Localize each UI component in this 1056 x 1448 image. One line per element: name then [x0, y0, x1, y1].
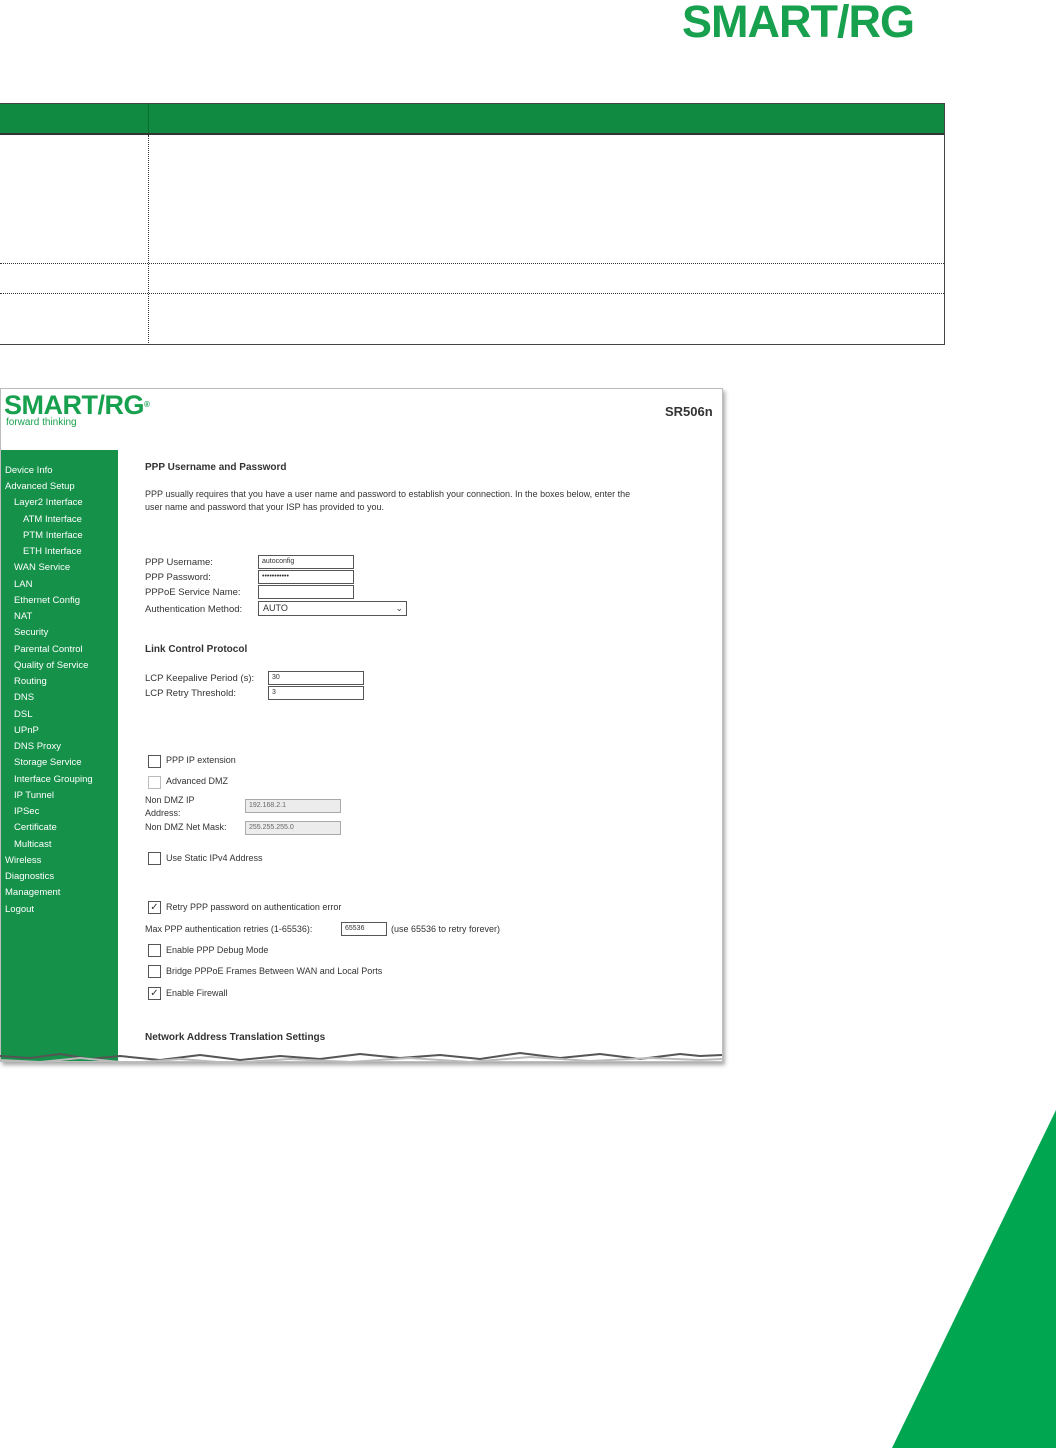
authentication-method-label: Authentication Method: — [145, 604, 243, 615]
sidebar-item-routing[interactable]: Routing — [14, 676, 47, 687]
sidebar-item-quality-of-service[interactable]: Quality of Service — [14, 660, 89, 671]
router-ui-screenshot — [0, 388, 723, 1062]
non-dmz-ip-input[interactable]: 192.168.2.1 — [245, 799, 341, 813]
sidebar-item-lan[interactable]: LAN — [14, 579, 33, 590]
sidebar-item-management[interactable]: Management — [5, 887, 61, 898]
ppp-password-label: PPP Password: — [145, 572, 211, 583]
ppp-description-line1: PPP usually requires that you have a user name and password to establish your connection. In the boxes below, enter the — [145, 489, 631, 499]
non-dmz-ip-label: Non DMZ IP — [145, 795, 195, 805]
sidebar-item-multicast[interactable]: Multicast — [14, 839, 52, 850]
advanced-dmz-checkbox[interactable] — [148, 776, 161, 789]
ppp-ip-extension-checkbox[interactable] — [148, 755, 161, 768]
bridge-pppoe-checkbox[interactable] — [148, 965, 161, 978]
static-ipv4-label: Use Static IPv4 Address — [166, 853, 263, 863]
sidebar-item-ptm-interface[interactable]: PTM Interface — [23, 530, 83, 541]
retry-ppp-password-label: Retry PPP password on authentication error — [166, 902, 342, 912]
sidebar-item-logout[interactable]: Logout — [5, 904, 35, 915]
brand-logo: SMART/RG — [682, 0, 914, 47]
ppp-ip-extension-label: PPP IP extension — [166, 755, 236, 765]
sidebar-item-nat[interactable]: NAT — [14, 611, 33, 622]
bridge-pppoe-label: Bridge PPPoE Frames Between WAN and Local Ports — [166, 966, 383, 976]
enable-firewall-checkbox[interactable]: ✓ — [148, 987, 161, 1000]
ppp-debug-label: Enable PPP Debug Mode — [166, 945, 269, 955]
torn-edge-decoration — [0, 1048, 724, 1078]
sidebar-item-security[interactable]: Security — [14, 627, 49, 638]
app-logo: SMART/RG® — [4, 390, 150, 420]
sidebar-item-dns-proxy[interactable]: DNS Proxy — [14, 741, 61, 752]
lcp-keepalive-input[interactable]: 30 — [268, 671, 364, 685]
authentication-method-select[interactable]: AUTO ⌄ — [258, 601, 407, 616]
sidebar-item-eth-interface[interactable]: ETH Interface — [23, 546, 82, 557]
sidebar-item-upnp[interactable]: UPnP — [14, 725, 39, 736]
sidebar-item-diagnostics[interactable]: Diagnostics — [5, 871, 55, 882]
spec-table-header — [0, 104, 944, 135]
lcp-section-title: Link Control Protocol — [145, 644, 248, 655]
pppoe-service-name-input[interactable] — [258, 585, 354, 599]
sidebar-item-wireless[interactable]: Wireless — [5, 855, 42, 866]
sidebar-item-advanced-setup[interactable]: Advanced Setup — [5, 481, 75, 492]
ppp-section-title: PPP Username and Password — [145, 462, 287, 473]
ppp-description-line2: user name and password that your ISP has provided to you. — [145, 502, 384, 512]
sidebar-item-wan-service[interactable]: WAN Service — [14, 562, 71, 573]
app-tagline: forward thinking — [6, 417, 77, 428]
sidebar-item-layer2-interface[interactable]: Layer2 Interface — [14, 497, 83, 508]
chevron-down-icon: ⌄ — [395, 603, 403, 613]
non-dmz-ip-label-line2: Address: — [145, 808, 181, 818]
enable-firewall-label: Enable Firewall — [166, 988, 228, 998]
ppp-username-label: PPP Username: — [145, 557, 213, 568]
sidebar-nav — [1, 450, 118, 1062]
sidebar-item-ipsec[interactable]: IPSec — [14, 806, 40, 817]
static-ipv4-checkbox[interactable] — [148, 852, 161, 865]
sidebar-item-dns[interactable]: DNS — [14, 692, 35, 703]
ppp-username-input[interactable]: autoconfig — [258, 555, 354, 569]
max-retries-input[interactable]: 65536 — [341, 922, 387, 936]
ppp-password-input[interactable]: ••••••••••• — [258, 570, 354, 584]
max-retries-hint: (use 65536 to retry forever) — [391, 924, 501, 934]
sidebar-item-dsl[interactable]: DSL — [14, 709, 33, 720]
pppoe-service-name-label: PPPoE Service Name: — [145, 587, 241, 598]
max-retries-label: Max PPP authentication retries (1-65536): — [145, 924, 313, 934]
model-name: SR506n — [665, 404, 713, 419]
sidebar-item-ethernet-config[interactable]: Ethernet Config — [14, 595, 81, 606]
spec-row-divider — [0, 293, 944, 294]
spec-row-divider — [0, 263, 944, 264]
spec-table — [0, 103, 945, 345]
sidebar-item-atm-interface[interactable]: ATM Interface — [23, 514, 82, 525]
sidebar-item-interface-grouping[interactable]: Interface Grouping — [14, 774, 93, 785]
sidebar-item-ip-tunnel[interactable]: IP Tunnel — [14, 790, 54, 801]
non-dmz-mask-input[interactable]: 255.255.255.0 — [245, 821, 341, 835]
non-dmz-mask-label: Non DMZ Net Mask: — [145, 822, 227, 832]
sidebar-item-parental-control[interactable]: Parental Control — [14, 644, 83, 655]
advanced-dmz-label: Advanced DMZ — [166, 776, 229, 786]
sidebar-item-device-info[interactable]: Device Info — [5, 465, 53, 476]
lcp-retry-threshold-label: LCP Retry Threshold: — [145, 688, 236, 699]
corner-accent-shape — [880, 1110, 1056, 1448]
sidebar-item-storage-service[interactable]: Storage Service — [14, 757, 82, 768]
retry-ppp-password-checkbox[interactable]: ✓ — [148, 901, 161, 914]
sidebar-item-certificate[interactable]: Certificate — [14, 822, 57, 833]
nat-section-title: Network Address Translation Settings — [145, 1032, 326, 1043]
lcp-retry-threshold-input[interactable]: 3 — [268, 686, 364, 700]
ppp-debug-checkbox[interactable] — [148, 944, 161, 957]
spec-column-divider — [148, 135, 149, 345]
lcp-keepalive-label: LCP Keepalive Period (s): — [145, 673, 255, 684]
